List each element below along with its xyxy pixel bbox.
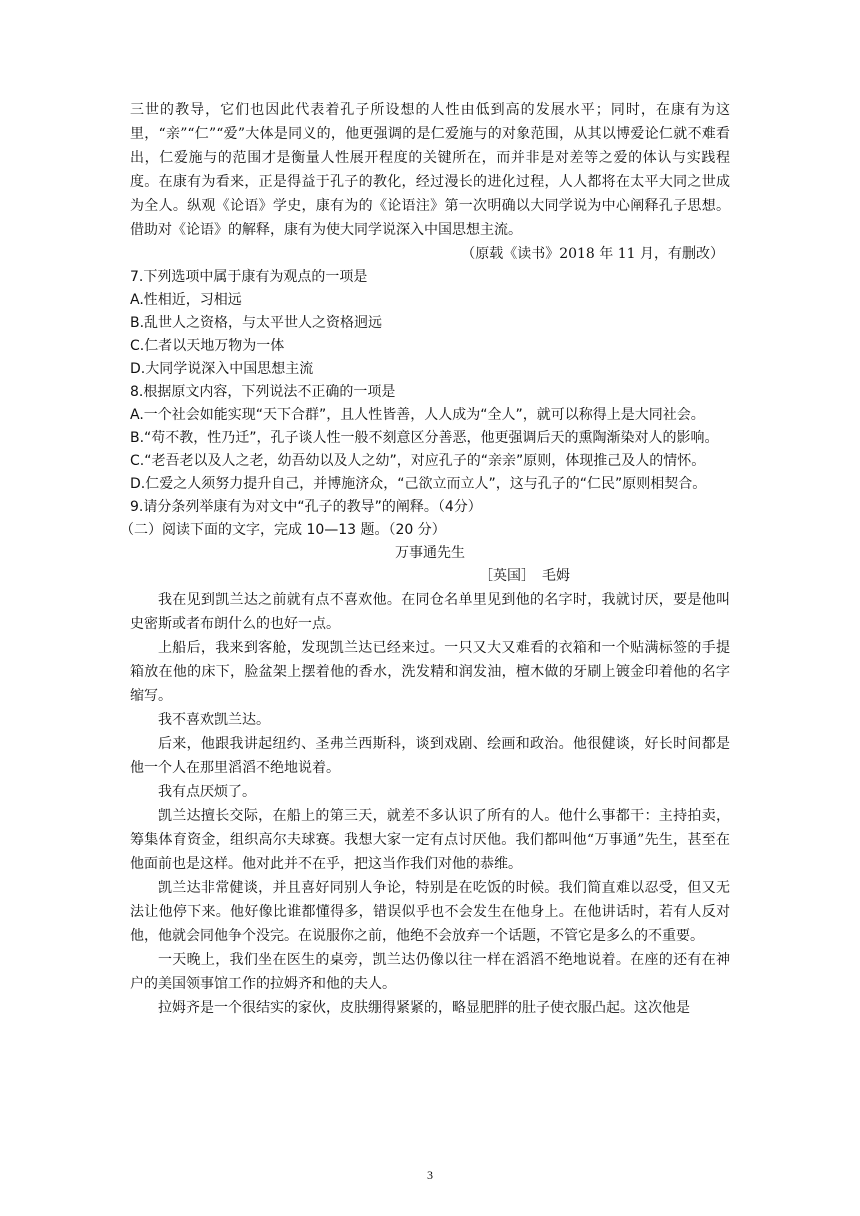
question-7-option-a: A.性相近，习相远 bbox=[130, 292, 242, 308]
passage-paragraph: 三世的教导，它们也因此代表着孔子所设想的人性由低到高的发展水平；同时，在康有为这里，“亲”“仁”“爱”大体是同义的，他更强调的是仁爱施与的对象范围，从其以博爱论仁就不难看出，仁爱施与的范围才是衡量人性展开程度的关键所在，而并非是对差等之爱的体认与实践程度。在康有为看来，正是得益于孔子的教化，经过漫长的进化过程，人人都将在太平大同之世成为全人。纵观《论语》学史，康有为的《论语注》第一次明确以大同学说为中心阐释孔子思想。借助对《论语》的解释，康有为使大同学说深入中国思想主流。 bbox=[130, 102, 730, 238]
story-paragraph: 后来，他跟我讲起纽约、圣弗兰西斯科，谈到戏剧、绘画和政治。他很健谈，好长时间都是他一个人在那里滔滔不绝地说着。 bbox=[130, 736, 730, 776]
question-8-option-c: C.“老吾老以及人之老，幼吾幼以及人之幼”，对应孔子的“亲亲”原则，体现推己及人的情怀。 bbox=[130, 453, 706, 469]
story-title: 万事通先生 bbox=[395, 545, 465, 561]
section-heading: （二）阅读下面的文字，完成 10—13 题。（20 分） bbox=[120, 522, 446, 538]
story-paragraph: 凯兰达擅长交际，在船上的第三天，就差不多认识了所有的人。他什么事都干：主持拍卖，筹集体育资金，组织高尔夫球赛。我想大家一定有点讨厌他。我们都叫他“万事通”先生，甚至在他面前也是这样。他对此并不在乎，把这当作我们对他的恭维。 bbox=[130, 808, 730, 872]
page-content bbox=[120, 98, 730, 1020]
page-number: 3 bbox=[427, 1168, 433, 1182]
story-paragraph: 上船后，我来到客舱，发现凯兰达已经来过。一只又大又难看的衣箱和一个贴满标签的手提箱放在他的床下，脸盆架上摆着他的香水，洗发精和润发油，檀木做的牙刷上镀金印着他的名字缩写。 bbox=[130, 640, 730, 704]
question-8-option-d: D.仁爱之人须努力提升自己，并博施济众，“己欲立而立人”，这与孔子的“仁民”原则相契合。 bbox=[130, 476, 707, 492]
question-7-option-c: C.仁者以天地万物为一体 bbox=[130, 338, 285, 354]
story-paragraph: 我有点厌烦了。 bbox=[158, 784, 256, 800]
question-9-stem: 9.请分条列举康有为对文中“孔子的教导”的阐释。（4分） bbox=[130, 499, 482, 515]
story-paragraph: 我在见到凯兰达之前就有点不喜欢他。在同仓名单里见到他的名字时，我就讨厌，要是他叫史密斯或者布朗什么的也好一点。 bbox=[130, 592, 730, 632]
story-author: ［英国］ 毛姆 bbox=[479, 568, 570, 584]
question-7-option-b: B.乱世人之资格，与太平世人之资格迥远 bbox=[130, 315, 383, 331]
question-7-stem: 7.下列选项中属于康有为观点的一项是 bbox=[130, 269, 368, 285]
story-paragraph: 拉姆齐是一个很结实的家伙，皮肤绷得紧紧的，略显肥胖的肚子使衣服凸起。这次他是 bbox=[158, 1000, 690, 1016]
question-8-option-b: B.“苟不教，性乃迁”，孔子谈人性一般不刻意区分善恶，他更强调后天的熏陶渐染对人的影响。 bbox=[130, 430, 719, 446]
question-7-option-d: D.大同学说深入中国思想主流 bbox=[130, 361, 314, 377]
story-paragraph: 凯兰达非常健谈，并且喜好同别人争论，特别是在吃饭的时候。我们简直难以忍受，但又无法让他停下来。他好像比谁都懂得多，错误似乎也不会发生在他身上。在他讲话时，若有人反对他，他就会同他争个没完。在说服你之前，他绝不会放弃一个话题，不管它是多么的不重要。 bbox=[130, 880, 730, 944]
story-paragraph: 我不喜欢凯兰达。 bbox=[158, 712, 270, 728]
question-8-option-a: A.一个社会如能实现“天下合群”，且人性皆善，人人成为“全人”，就可以称得上是大同社会。 bbox=[130, 407, 705, 423]
question-8-stem: 8.根据原文内容，下列说法不正确的一项是 bbox=[130, 384, 396, 400]
story-paragraph: 一天晚上，我们坐在医生的桌旁，凯兰达仍像以往一样在滔滔不绝地说着。在座的还有在神户的美国领事馆工作的拉姆齐和他的夫人。 bbox=[130, 952, 730, 992]
passage-source: （原载《读书》2018 年 11 月，有删改） bbox=[461, 246, 724, 262]
